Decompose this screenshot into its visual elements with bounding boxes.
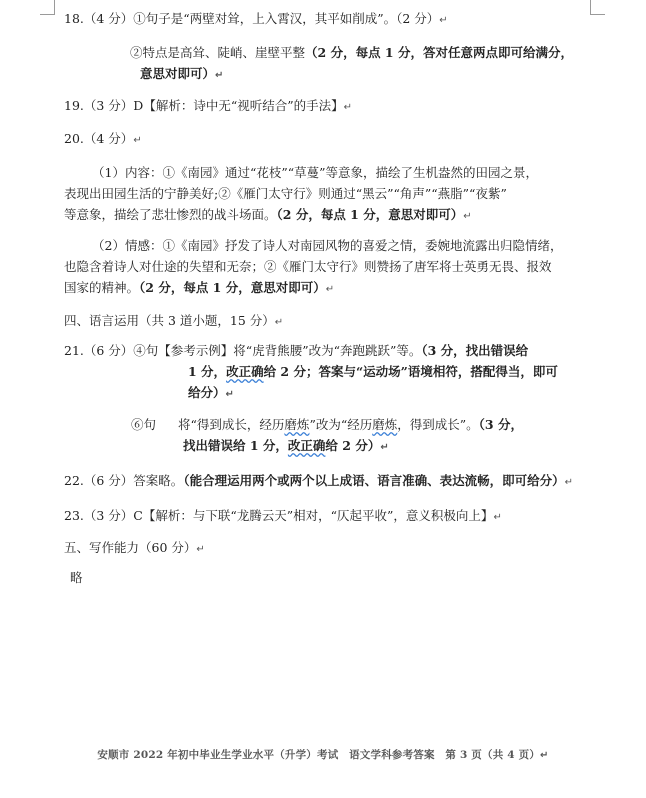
q21-line-5: 找出错误给 1 分，改正确给 2 分）↵: [183, 438, 389, 453]
q18-line-1: 18.（4 分）①句子是“两壁对耸，上入霄汉，其平如削成”。（2 分）↵: [64, 11, 448, 26]
q18-line-2: ②特点是高耸、陡峭、崖壁平整（2 分，每点 1 分，答对任意两点即可给满分，: [130, 45, 573, 60]
q21-line-1: 21.（6 分）④句【参考示例】将“虎背熊腰”改为“奔跑跳跃”等。（3 分，找出错误给: [64, 343, 529, 358]
q20-p1-line-1: （1）内容：①《南园》通过“花枝”“草蔓”等意象，描绘了生机盎然的田园之景，: [92, 165, 539, 180]
q21-line-4: ⑥句 将“得到成长，经历磨炼”改为“经历磨炼，得到成长”。（3 分，: [131, 417, 523, 432]
crop-mark-top-left: [40, 0, 55, 15]
q19-answer: 19.（3 分）D【解析：诗中无“视听结合”的手法】↵: [64, 98, 352, 113]
q21-line-3: 给分）↵: [188, 385, 234, 400]
crop-mark-top-right: [590, 0, 605, 15]
q20-heading: 20.（4 分）↵: [64, 131, 142, 146]
q20-p1-line-3: 等意象，描绘了悲壮惨烈的战斗场面。（2 分，每点 1 分，意思对即可）↵: [64, 207, 472, 222]
page-footer: 安顺市 2022 年初中毕业生学业水平（升学）考试 语文学科参考答案 第 3 页（共 4 页）↵: [97, 749, 549, 761]
q20-p2-line-2: 也隐含着诗人对仕途的失望和无奈；②《雁门太守行》则赞扬了唐军将士英勇无畏、报效: [64, 259, 552, 274]
q23-answer: 23.（3 分）C【解析：与下联“龙腾云天”相对，“仄起平收”，意义积极向上】↵: [64, 508, 502, 523]
writing-answer: 略: [70, 570, 83, 585]
q22-answer: 22.（6 分）答案略。（能合理运用两个或两个以上成语、语言准确、表达流畅，即可给分）↵: [64, 473, 573, 488]
section-4-title: 四、语言运用（共 3 道小题，15 分）↵: [64, 313, 284, 328]
q20-p2-line-1: （2）情感：①《南园》抒发了诗人对南园风物的喜爱之情，委婉地流露出归隐情绪，: [92, 238, 563, 253]
q21-line-2: 1 分，改正确给 2 分；答案与“运动场”语境相符，搭配得当，即可: [188, 364, 558, 379]
q18-line-3: 意思对即可）↵: [140, 66, 224, 81]
q20-p2-line-3: 国家的精神。（2 分，每点 1 分，意思对即可）↵: [64, 280, 335, 295]
q20-p1-line-2: 表现出田园生活的宁静美好;②《雁门太守行》则通过“黑云”“角声”“燕脂”“夜紫”: [64, 186, 507, 201]
section-5-title: 五、写作能力（60 分）↵: [64, 540, 205, 555]
